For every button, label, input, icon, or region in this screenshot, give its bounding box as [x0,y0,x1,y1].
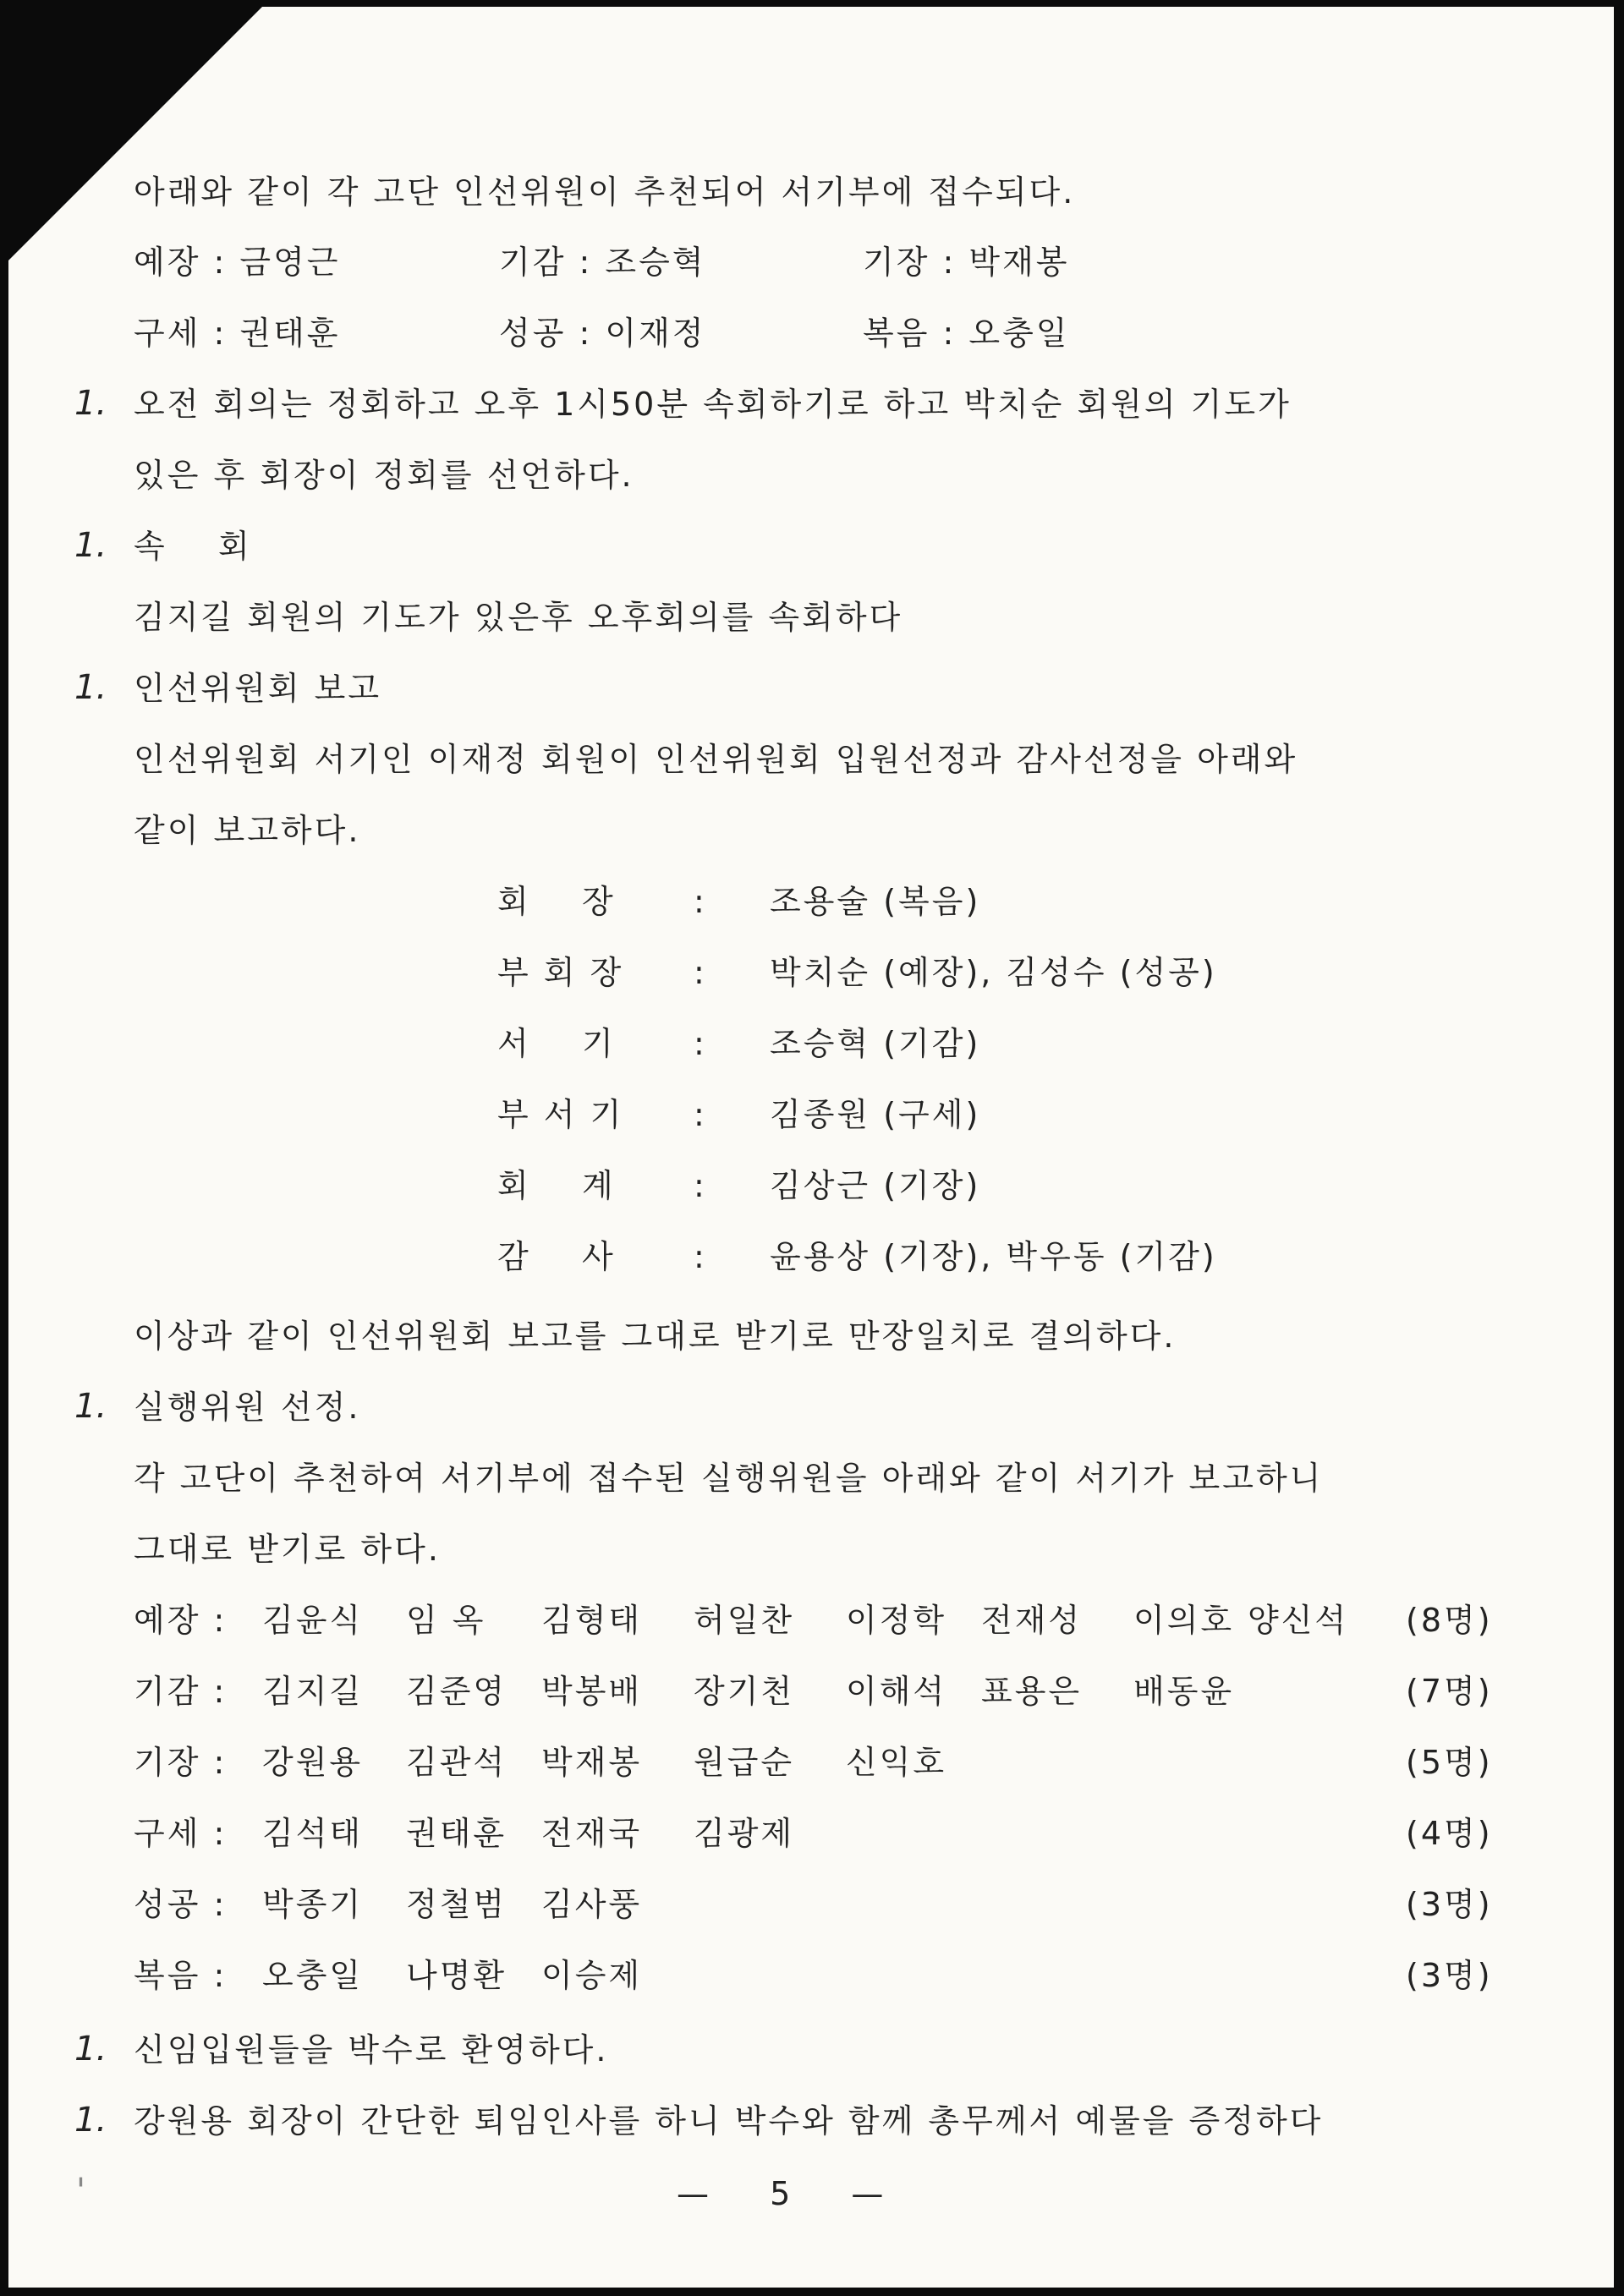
exec-name: 원급순 [694,1744,795,1781]
officer-role: 서 기 [497,1025,616,1062]
officer-role: 회 계 [497,1167,616,1204]
page-number: — 5 — [677,2175,909,2212]
officer-colon: : [694,1096,707,1133]
reconvene-title: 속 회 [134,528,252,565]
item-number: 1. [74,526,107,565]
morning-adjourn-line2: 있은 후 회장이 정회를 선언하다. [134,457,634,494]
exec-name: 이정학 [846,1602,947,1639]
officer-colon: : [694,883,707,920]
exec-name: 전재국 [541,1815,643,1852]
exec-denomination: 성공 : [134,1886,228,1923]
exec-name: 박봉배 [541,1673,643,1710]
committee-report-line2: 같이 보고하다. [134,812,361,849]
officer-role: 회 장 [497,883,616,920]
exec-denomination: 예장 : [134,1602,228,1639]
exec-name: 김형태 [541,1602,643,1639]
exec-name: 양신석 [1248,1602,1349,1639]
item-number: 1. [74,384,107,423]
officer-role: 감 사 [497,1238,616,1275]
exec-name: 김광제 [694,1815,795,1852]
exec-denomination: 복음 : [134,1957,228,1994]
farewell-text: 강원용 회장이 간단한 퇴임인사를 하니 박수와 함께 총무께서 예물을 증정하다 [134,2102,1324,2140]
officer-name: 조용술 (복음) [770,883,981,920]
officer-role: 부 서 기 [497,1096,624,1133]
reconvene-body: 김지길 회원의 기도가 있은후 오후회의를 속회하다 [134,599,903,636]
item-number: 1. [74,2030,107,2069]
folded-corner [8,7,262,260]
officer-colon: : [694,1238,707,1275]
welcome-text: 신임입원들을 박수로 환영하다. [134,2031,609,2069]
exec-count: (7명) [1406,1673,1493,1710]
exec-denomination: 구세 : [134,1815,228,1852]
exec-name: 박종기 [262,1886,364,1923]
committee-member: 복음 : 오충일 [863,315,1070,352]
exec-name: 강원용 [262,1744,364,1781]
officer-colon: : [694,1167,707,1204]
exec-selection-line2: 그대로 받기로 하다. [134,1531,441,1568]
item-number: 1. [74,1387,107,1426]
exec-name: 권태훈 [406,1815,508,1852]
exec-denomination: 기감 : [134,1673,228,1710]
exec-name: 오충일 [262,1957,364,1994]
committee-report-line1: 인선위원회 서기인 이재정 회원이 인선위원회 입원선정과 감사선정을 아래와 [134,741,1298,778]
exec-count: (3명) [1406,1957,1493,1994]
committee-member: 기장 : 박재봉 [863,244,1070,281]
officers-resolution: 이상과 같이 인선위원회 보고를 그대로 받기로 만장일치로 결의하다. [134,1318,1177,1355]
exec-name: 나명환 [406,1957,508,1994]
exec-denomination: 기장 : [134,1744,228,1781]
exec-name: 김준영 [406,1673,508,1710]
officer-name: 김종원 (구세) [770,1096,981,1133]
morning-adjourn-line1: 오전 회의는 정회하고 오후 1시50분 속회하기로 하고 박치순 회원의 기도가 [134,386,1292,423]
item-number: 1. [74,2101,107,2140]
exec-name: 박재봉 [541,1744,643,1781]
exec-name: 신익호 [846,1744,947,1781]
committee-member: 성공 : 이재정 [499,315,706,352]
exec-name: 임 옥 [406,1602,486,1639]
exec-count: (8명) [1406,1602,1493,1639]
officer-colon: : [694,954,707,991]
officer-name: 박치순 (예장), 김성수 (성공) [770,954,1217,991]
stray-mark: ' [76,2172,85,2211]
intro-text: 아래와 같이 각 고단 인선위원이 추천되어 서기부에 접수되다. [134,173,1076,211]
exec-name: 표용은 [981,1673,1083,1710]
exec-name: 이승제 [541,1957,643,1994]
exec-name: 김사풍 [541,1886,643,1923]
exec-name: 이해석 [846,1673,947,1710]
committee-member: 기감 : 조승혁 [499,244,706,281]
officer-colon: : [694,1025,707,1062]
officer-name: 김상근 (기장) [770,1167,981,1204]
officer-name: 윤용상 (기장), 박우동 (기감) [770,1238,1217,1275]
exec-name: 허일찬 [694,1602,795,1639]
exec-name: 정철범 [406,1886,508,1923]
exec-selection-title: 실행위원 선정. [134,1389,361,1426]
exec-name: 이의호 [1133,1602,1235,1639]
exec-count: (5명) [1406,1744,1493,1781]
exec-count: (3명) [1406,1886,1493,1923]
exec-name: 김지길 [262,1673,364,1710]
exec-name: 장기천 [694,1673,795,1710]
committee-member: 예장 : 금영근 [134,244,341,281]
exec-name: 김석태 [262,1815,364,1852]
document-page [8,7,1614,2288]
committee-member: 구세 : 권태훈 [134,315,341,352]
exec-name: 김윤식 [262,1602,364,1639]
exec-count: (4명) [1406,1815,1493,1852]
exec-selection-line1: 각 고단이 추천하여 서기부에 접수된 실행위원을 아래와 같이 서기가 보고하니 [134,1460,1324,1497]
item-number: 1. [74,668,107,707]
officer-name: 조승혁 (기감) [770,1025,981,1062]
exec-name: 배동윤 [1133,1673,1235,1710]
exec-name: 전재성 [981,1602,1083,1639]
exec-name: 김관석 [406,1744,508,1781]
committee-report-title: 인선위원회 보고 [134,670,382,707]
officer-role: 부 회 장 [497,954,624,991]
